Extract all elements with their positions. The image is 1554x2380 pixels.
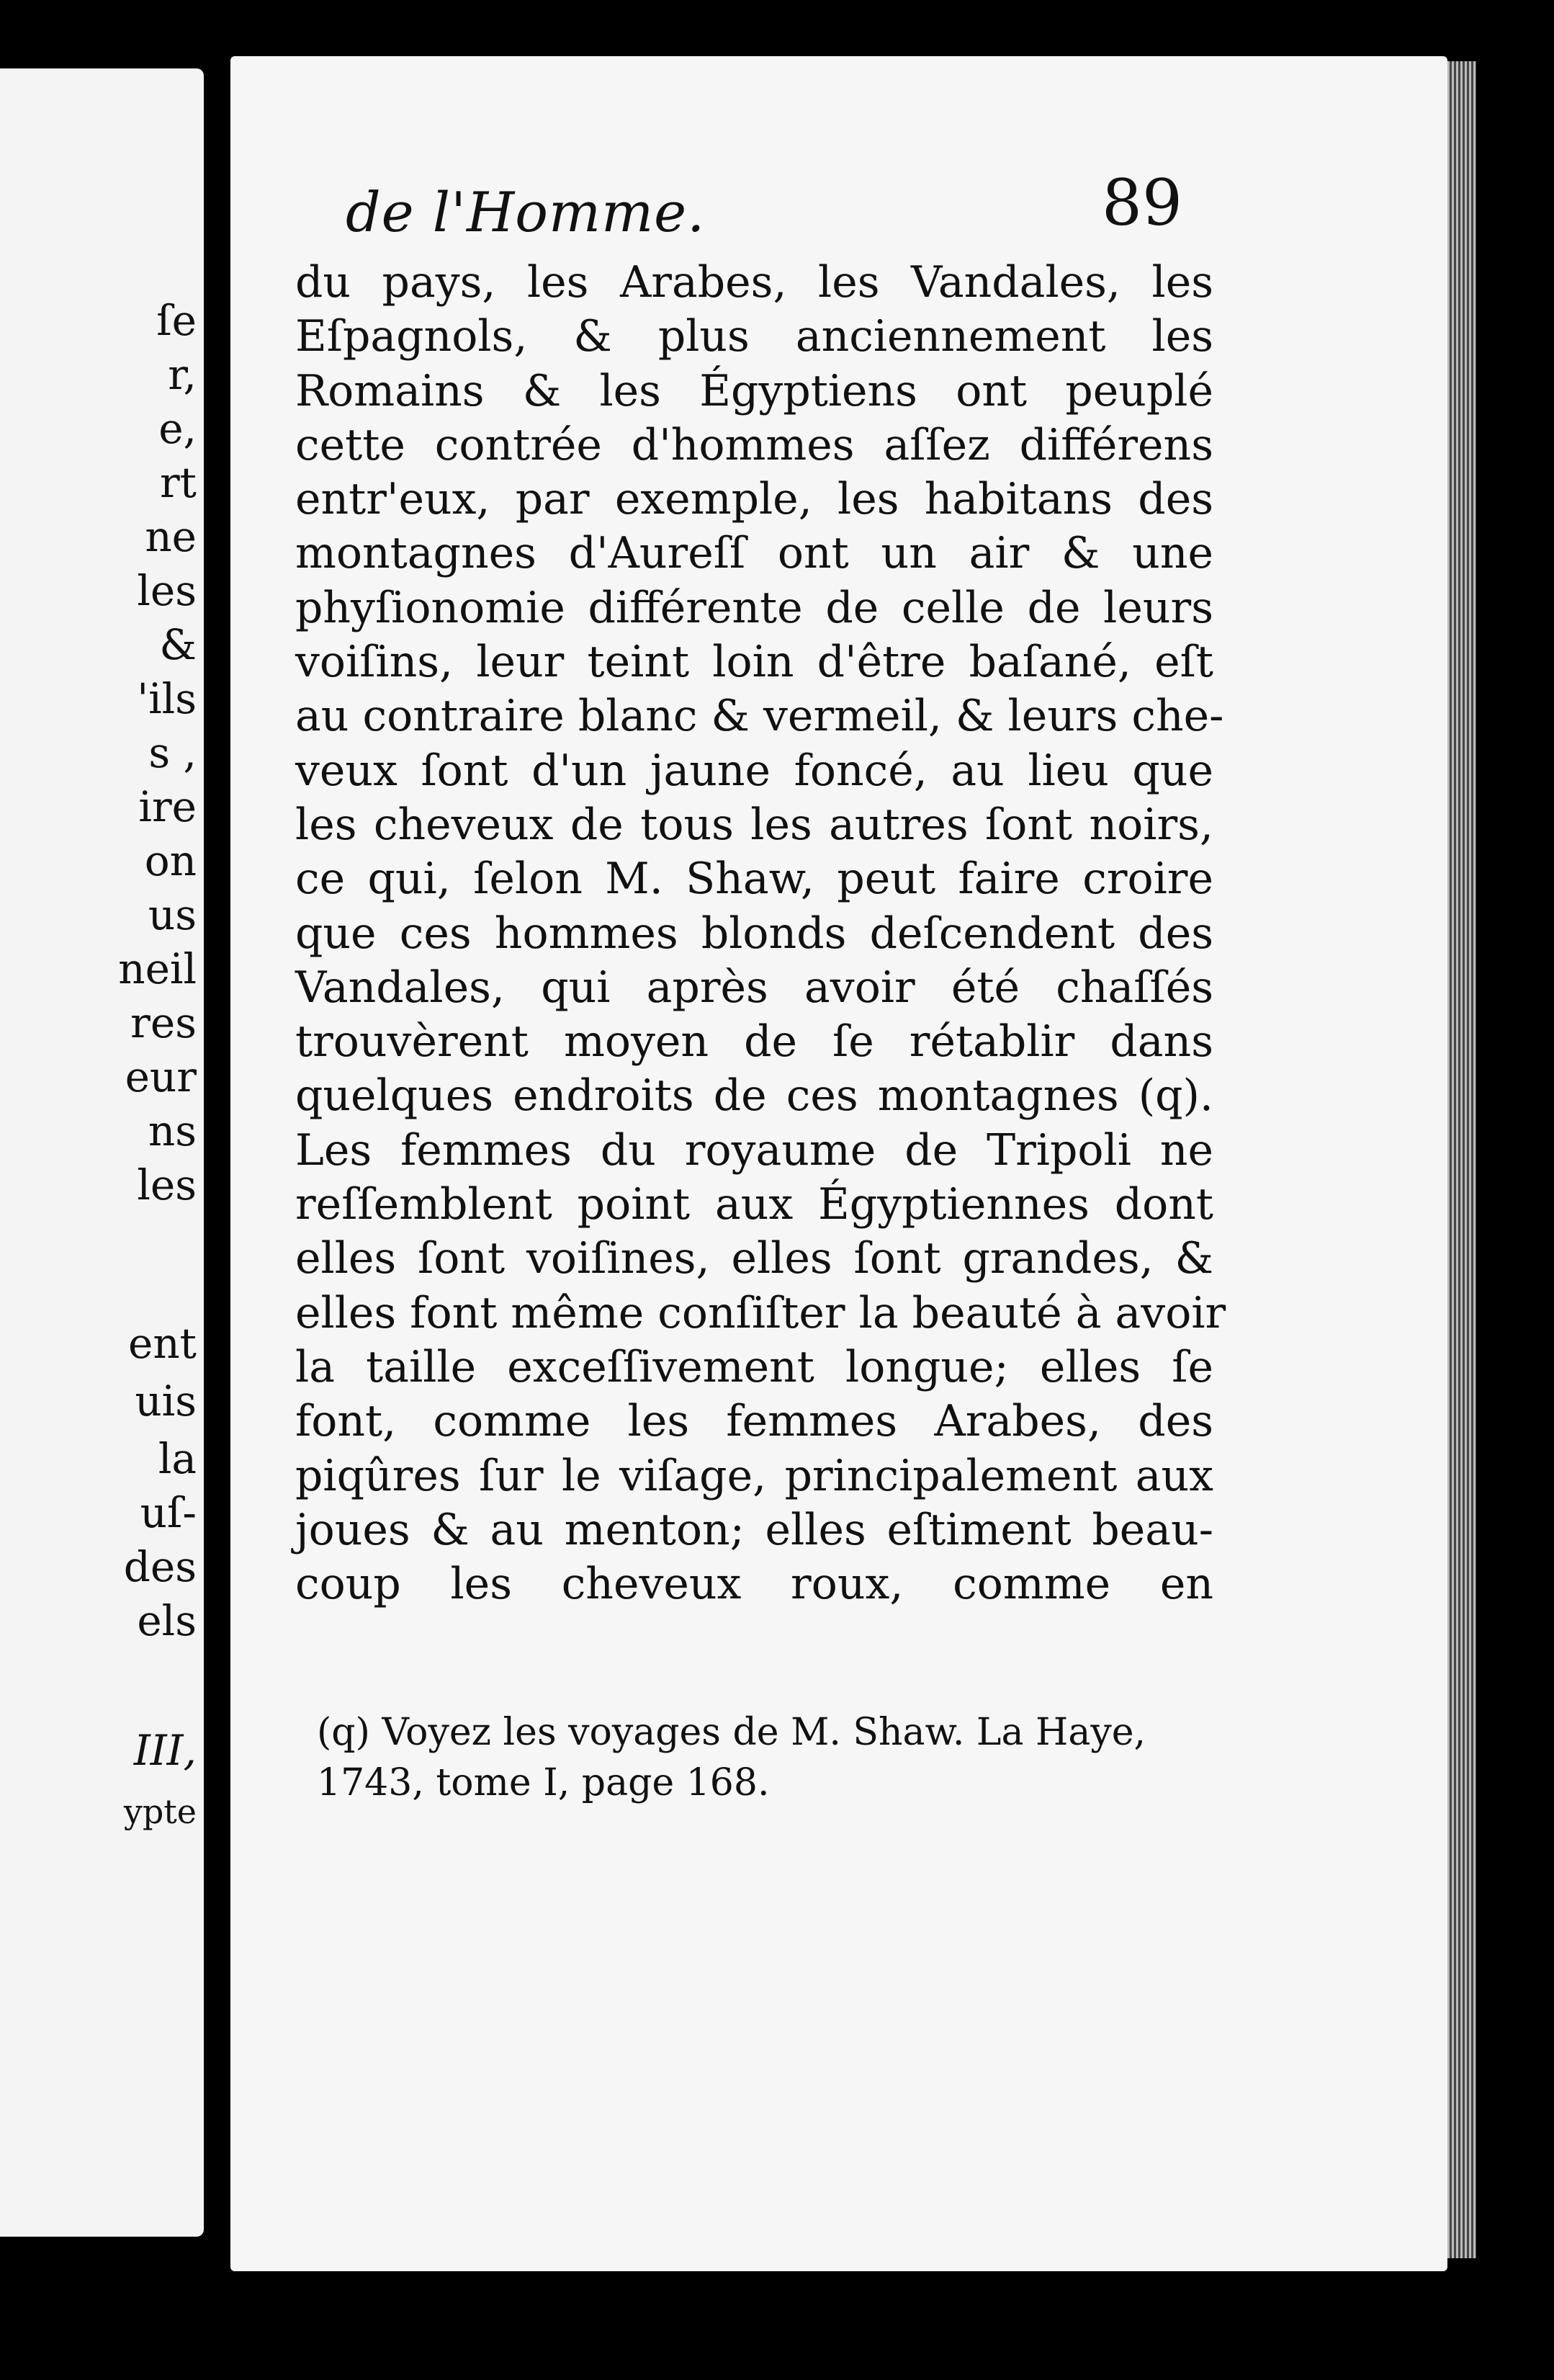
text-line: coup les cheveux roux, comme en xyxy=(295,1559,1213,1610)
left-line-fragment: ypte xyxy=(123,1792,197,1831)
page-number: 89 xyxy=(1102,166,1182,240)
left-line-fragment: ent xyxy=(128,1319,197,1368)
left-line-fragment: la xyxy=(158,1434,197,1483)
text-line: du pays, les Arabes, les Vandales, les xyxy=(295,257,1213,308)
left-line-fragment: uis xyxy=(135,1377,197,1426)
text-line: font, comme les femmes Arabes, des xyxy=(295,1396,1213,1447)
left-line-fragment: 'ils xyxy=(137,674,197,723)
left-line-fragment: & xyxy=(159,620,197,669)
text-line: les cheveux de tous les autres ſont noirs, xyxy=(295,799,1213,850)
text-line: elles ſont voiſines, elles ſont grandes, & xyxy=(295,1233,1213,1284)
text-line: phyſionomie différente de celle de leurs xyxy=(295,582,1213,633)
left-line-fragment: els xyxy=(137,1596,197,1645)
text-line: au contraire blanc & vermeil, & leurs che- xyxy=(295,691,1224,742)
page-edge xyxy=(1447,61,1476,2258)
text-line: Eſpagnols, & plus anciennement les xyxy=(295,311,1213,362)
text-line: veux ſont d'un jaune foncé, au lieu que xyxy=(295,745,1213,796)
text-line: Vandales, qui après avoir été chaſſés xyxy=(295,962,1213,1013)
text-line: cette contrée d'hommes aſſez différens xyxy=(295,419,1213,470)
text-line: voiſins, leur teint loin d'être baſané, eſt xyxy=(295,637,1213,688)
left-line-fragment: les xyxy=(137,1160,197,1209)
text-line: piqûres ſur le viſage, principalement aux xyxy=(295,1450,1213,1501)
left-line-fragment: us xyxy=(148,890,197,939)
left-line-fragment: uſ- xyxy=(140,1488,197,1537)
footnote xyxy=(317,1707,1217,1808)
text-line: que ces hommes blonds deſcendent des xyxy=(295,908,1213,959)
left-line-fragment: des xyxy=(123,1542,197,1591)
left-line-fragment: ne xyxy=(145,512,197,561)
left-line-fragment: r, xyxy=(168,350,197,399)
text-line: joues & au menton; elles eſtiment beau- xyxy=(295,1504,1213,1555)
left-line-fragment: ſe xyxy=(156,296,197,345)
left-line-fragment: rt xyxy=(159,458,197,507)
running-head: de l'Homme. xyxy=(346,180,706,244)
text-line: la taille exceſſivement longue; elles ſe xyxy=(295,1341,1213,1392)
left-line-fragment: ns xyxy=(148,1106,197,1155)
left-line-fragment: les xyxy=(137,566,197,615)
left-line-fragment: e, xyxy=(158,404,197,453)
left-page xyxy=(0,68,204,2237)
text-line: Romains & les Égyptiens ont peuplé xyxy=(295,365,1213,416)
left-line-fragment: eur xyxy=(125,1052,197,1101)
text-line: reſſemblent point aux Égyptiennes dont xyxy=(295,1179,1213,1230)
footnote-line: (q) Voyez les voyages de M. Shaw. La Haye, xyxy=(317,1711,1146,1754)
left-line-fragment: on xyxy=(144,836,197,885)
left-line-fragment: neil xyxy=(118,944,197,993)
text-line: ce qui, ſelon M. Shaw, peut faire croire xyxy=(295,854,1213,905)
text-line: quelques endroits de ces montagnes (q). xyxy=(295,1070,1213,1122)
left-line-fragment: res xyxy=(130,998,197,1047)
text-line: montagnes d'Aureſſ ont un air & une xyxy=(295,528,1213,579)
left-line-fragment: s , xyxy=(148,728,197,777)
body-text xyxy=(295,256,1226,1611)
text-line: entr'eux, par exemple, les habitans des xyxy=(295,474,1213,525)
text-line: Les femmes du royaume de Tripoli ne xyxy=(295,1124,1213,1176)
left-line-fragment: III, xyxy=(133,1726,197,1775)
left-line-fragment: ire xyxy=(138,782,197,831)
text-line: trouvèrent moyen de ſe rétablir dans xyxy=(295,1016,1213,1068)
text-line: elles font même conſiſter la beauté à avoir xyxy=(295,1287,1226,1338)
footnote-line: 1743, tome I, page 168. xyxy=(317,1761,770,1804)
